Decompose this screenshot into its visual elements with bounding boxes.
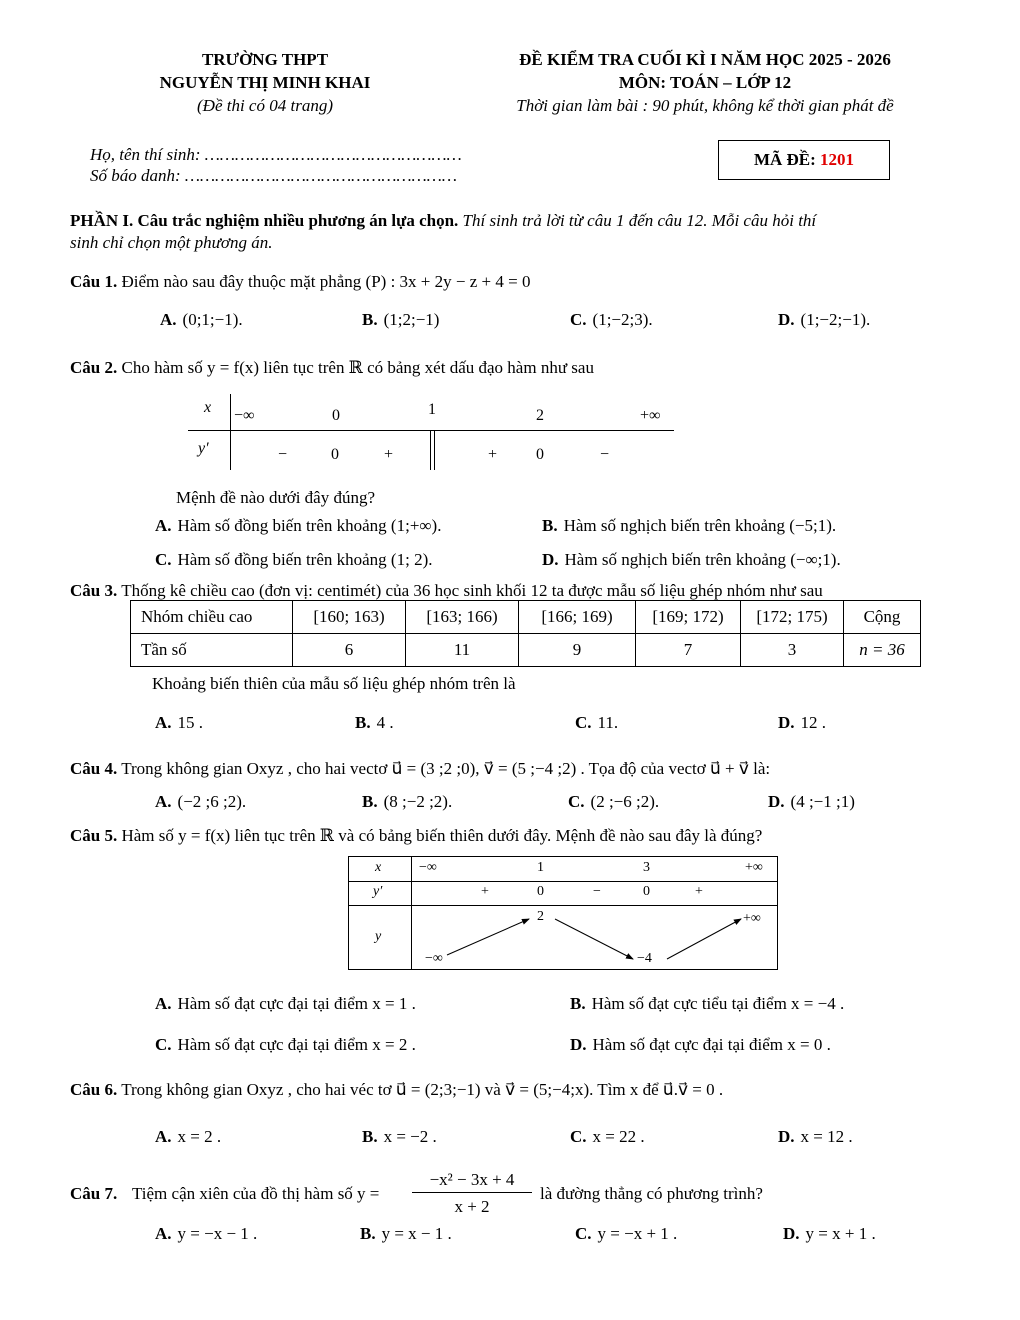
q5-option-c[interactable]: C. Hàm số đạt cực đại tại điểm x = 2 . bbox=[155, 1035, 416, 1054]
question-2 bbox=[70, 358, 594, 378]
part1-desc-line1: Thí sinh trả lời từ câu 1 đến câu 12. Mỗi câu hỏi thí bbox=[458, 211, 817, 230]
table-cell: [169; 172) bbox=[636, 601, 741, 634]
x-value: 1 bbox=[537, 860, 544, 875]
table-cell: 6 bbox=[293, 634, 406, 667]
exam-code-box bbox=[718, 140, 890, 180]
question-text: Cho hàm số y = f(x) liên tục trên ℝ có bảng xét dấu đạo hàm như sau bbox=[121, 358, 594, 377]
arrow-down bbox=[555, 919, 633, 959]
q6-option-a[interactable]: A. x = 2 . bbox=[155, 1127, 222, 1146]
q1-option-b[interactable]: B. (1;2;−1) bbox=[362, 310, 440, 329]
q6-option-d[interactable]: D. x = 12 . bbox=[778, 1127, 853, 1146]
question-4 bbox=[70, 759, 770, 779]
x-value: −∞ bbox=[234, 407, 255, 424]
exam-code-value: 1201 bbox=[820, 150, 855, 169]
sign-value: − bbox=[593, 884, 601, 899]
row-x-label: x bbox=[204, 399, 212, 416]
table-row bbox=[131, 634, 921, 667]
q1-option-c[interactable]: C. (1;−2;3). bbox=[570, 310, 653, 329]
arrow-up bbox=[447, 919, 529, 955]
y-value: −4 bbox=[637, 951, 652, 966]
part1-title: PHẦN I. Câu trắc nghiệm nhiều phương án lựa chọn. bbox=[70, 211, 459, 230]
question-5 bbox=[70, 826, 762, 846]
q2-option-c[interactable]: C. Hàm số đồng biến trên khoảng (1; 2). bbox=[155, 550, 433, 569]
y-value: 2 bbox=[537, 909, 544, 924]
q5-option-a[interactable]: A. Hàm số đạt cực đại tại điểm x = 1 . bbox=[155, 994, 416, 1013]
sign-value: − bbox=[278, 446, 288, 463]
q7-option-c[interactable]: C. y = −x + 1 . bbox=[575, 1224, 678, 1243]
q2-option-d[interactable]: D. Hàm số nghịch biến trên khoảng (−∞;1). bbox=[542, 550, 841, 569]
question-label: Câu 2. bbox=[70, 358, 118, 377]
q1-option-d[interactable]: D. (1;−2;−1). bbox=[778, 310, 871, 329]
school-line1: TRƯỜNG THPT bbox=[201, 50, 329, 69]
q7-option-d[interactable]: D. y = x + 1 . bbox=[783, 1224, 876, 1243]
part1-desc-line2: sinh chỉ chọn một phương án. bbox=[70, 233, 273, 252]
frequency-table bbox=[130, 600, 921, 667]
question-label: Câu 6. bbox=[70, 1080, 118, 1099]
school-line2: NGUYỄN THỊ MINH KHAI bbox=[159, 73, 371, 92]
q6-option-c[interactable]: C. x = 22 . bbox=[570, 1127, 645, 1146]
q3-option-a[interactable]: A. 15 . bbox=[155, 713, 204, 732]
question-text: Thống kê chiều cao (đơn vị: centimét) của 36 học sinh khối 12 ta được mẫu số liệu ghép nhóm như sau bbox=[121, 581, 823, 600]
q4-option-d[interactable]: D. (4 ;−1 ;1) bbox=[768, 792, 855, 811]
exam-subject: MÔN: TOÁN – LỚP 12 bbox=[618, 73, 792, 92]
q2-option-b[interactable]: B. Hàm số nghịch biến trên khoảng (−5;1). bbox=[542, 516, 837, 535]
question-1 bbox=[70, 272, 530, 292]
question-6 bbox=[70, 1080, 723, 1100]
table-cell: [163; 166) bbox=[406, 601, 519, 634]
q4-option-b[interactable]: B. (8 ;−2 ;2). bbox=[362, 792, 453, 811]
table-row bbox=[131, 601, 921, 634]
q4-option-c[interactable]: C. (2 ;−6 ;2). bbox=[568, 792, 660, 811]
x-value: 2 bbox=[536, 407, 544, 424]
q7-option-a[interactable]: A. y = −x − 1 . bbox=[155, 1224, 258, 1243]
row-yprime-label: y′ bbox=[373, 884, 383, 899]
sign-value: + bbox=[384, 446, 394, 463]
part1-heading bbox=[70, 211, 816, 231]
x-value: +∞ bbox=[745, 860, 763, 875]
candidate-id-field: Số báo danh: ……………………………………………… bbox=[90, 166, 457, 185]
table-cell: [172; 175) bbox=[741, 601, 844, 634]
x-value: +∞ bbox=[640, 407, 661, 424]
q7-option-b[interactable]: B. y = x − 1 . bbox=[360, 1224, 452, 1243]
row-yprime-label: y′ bbox=[198, 440, 209, 457]
candidate-name-field: Họ, tên thí sinh: …………………………………………… bbox=[90, 145, 462, 164]
sign-value: 0 bbox=[537, 884, 544, 899]
question-text-tail: là đường thẳng có phương trình? bbox=[540, 1184, 763, 1203]
variation-table bbox=[348, 856, 778, 970]
sign-value: 0 bbox=[536, 446, 544, 463]
question-label: Câu 4. bbox=[70, 759, 118, 778]
q3-option-d[interactable]: D. 12 . bbox=[778, 713, 827, 732]
question-3 bbox=[70, 581, 823, 601]
row-x-label: x bbox=[375, 860, 382, 875]
table-cell: 11 bbox=[406, 634, 519, 667]
question-label: Câu 1. bbox=[70, 272, 118, 291]
sign-value: − bbox=[600, 446, 610, 463]
question-label: Câu 3. bbox=[70, 581, 118, 600]
table-cell: [166; 169) bbox=[519, 601, 636, 634]
row-y-label: y bbox=[375, 929, 382, 944]
q3-option-b[interactable]: B. 4 . bbox=[355, 713, 394, 732]
q3-option-c[interactable]: C. 11. bbox=[575, 713, 619, 732]
arrow-up bbox=[667, 919, 741, 959]
exam-code-label: MÃ ĐỀ: bbox=[753, 150, 816, 169]
y-value: +∞ bbox=[743, 911, 761, 926]
question-label: Câu 7. bbox=[70, 1184, 118, 1203]
q2-option-a[interactable]: A. Hàm số đồng biến trên khoảng (1;+∞). bbox=[155, 516, 442, 535]
table-cell: Cộng bbox=[844, 601, 921, 634]
table-cell: Nhóm chiều cao bbox=[131, 601, 293, 634]
x-value: 0 bbox=[332, 407, 340, 424]
question-7 bbox=[70, 1170, 970, 1220]
q1-option-a[interactable]: A. (0;1;−1). bbox=[160, 310, 243, 329]
denominator: x + 2 bbox=[454, 1197, 490, 1216]
question-text: Điểm nào sau đây thuộc mặt phẳng (P) : 3x + 2y − z + 4 = 0 bbox=[121, 272, 531, 291]
fraction bbox=[412, 1170, 532, 1217]
table-cell: 7 bbox=[636, 634, 741, 667]
q3-prompt: Khoảng biến thiên của mẫu số liệu ghép nhóm trên là bbox=[152, 674, 516, 693]
numerator: −x² − 3x + 4 bbox=[412, 1170, 532, 1193]
x-value: 3 bbox=[643, 860, 650, 875]
q2-prompt: Mệnh đề nào dưới đây đúng? bbox=[176, 488, 376, 507]
q6-option-b[interactable]: B. x = −2 . bbox=[362, 1127, 437, 1146]
sign-value: + bbox=[488, 446, 498, 463]
table-cell: [160; 163) bbox=[293, 601, 406, 634]
q4-option-a[interactable]: A. (−2 ;6 ;2). bbox=[155, 792, 247, 811]
x-value: −∞ bbox=[419, 860, 437, 875]
pages-note: (Đề thi có 04 trang) bbox=[197, 96, 333, 115]
q5-option-d[interactable]: D. Hàm số đạt cực đại tại điểm x = 0 . bbox=[570, 1035, 831, 1054]
sign-value: + bbox=[481, 884, 489, 899]
question-text: Trong không gian Oxyz , cho hai vectơ u⃗ = (3 ;2 ;0), v⃗ = (5 ;−4 ;2) . Tọa độ của vectơ u⃗ + v⃗ là: bbox=[121, 759, 771, 778]
sign-value: + bbox=[695, 884, 703, 899]
question-label: Câu 5. bbox=[70, 826, 118, 845]
exam-time-note: Thời gian làm bài : 90 phút, không kể thời gian phát đề bbox=[516, 96, 894, 115]
question-text: Trong không gian Oxyz , cho hai véc tơ u⃗ = (2;3;−1) và v⃗ = (5;−4;x). Tìm x để u⃗.v⃗ = 0 . bbox=[121, 1080, 724, 1099]
q5-option-b[interactable]: B. Hàm số đạt cực tiểu tại điểm x = −4 . bbox=[570, 994, 845, 1013]
y-value: −∞ bbox=[425, 951, 443, 966]
x-value: 1 bbox=[428, 401, 436, 418]
sign-value: 0 bbox=[643, 884, 650, 899]
exam-title: ĐỀ KIỂM TRA CUỐI KÌ I NĂM HỌC 2025 - 2026 bbox=[519, 50, 891, 69]
table-cell: n = 36 bbox=[844, 634, 921, 667]
question-text: Tiệm cận xiên của đồ thị hàm số y = bbox=[132, 1184, 380, 1203]
variation-arrows bbox=[349, 857, 777, 969]
question-text: Hàm số y = f(x) liên tục trên ℝ và có bảng biến thiên dưới đây. Mệnh đề nào sau đây là đúng? bbox=[121, 826, 763, 845]
table-cell: 9 bbox=[519, 634, 636, 667]
table-cell: 3 bbox=[741, 634, 844, 667]
table-cell: Tần số bbox=[131, 634, 293, 667]
sign-table bbox=[188, 394, 674, 470]
sign-value: 0 bbox=[331, 446, 339, 463]
